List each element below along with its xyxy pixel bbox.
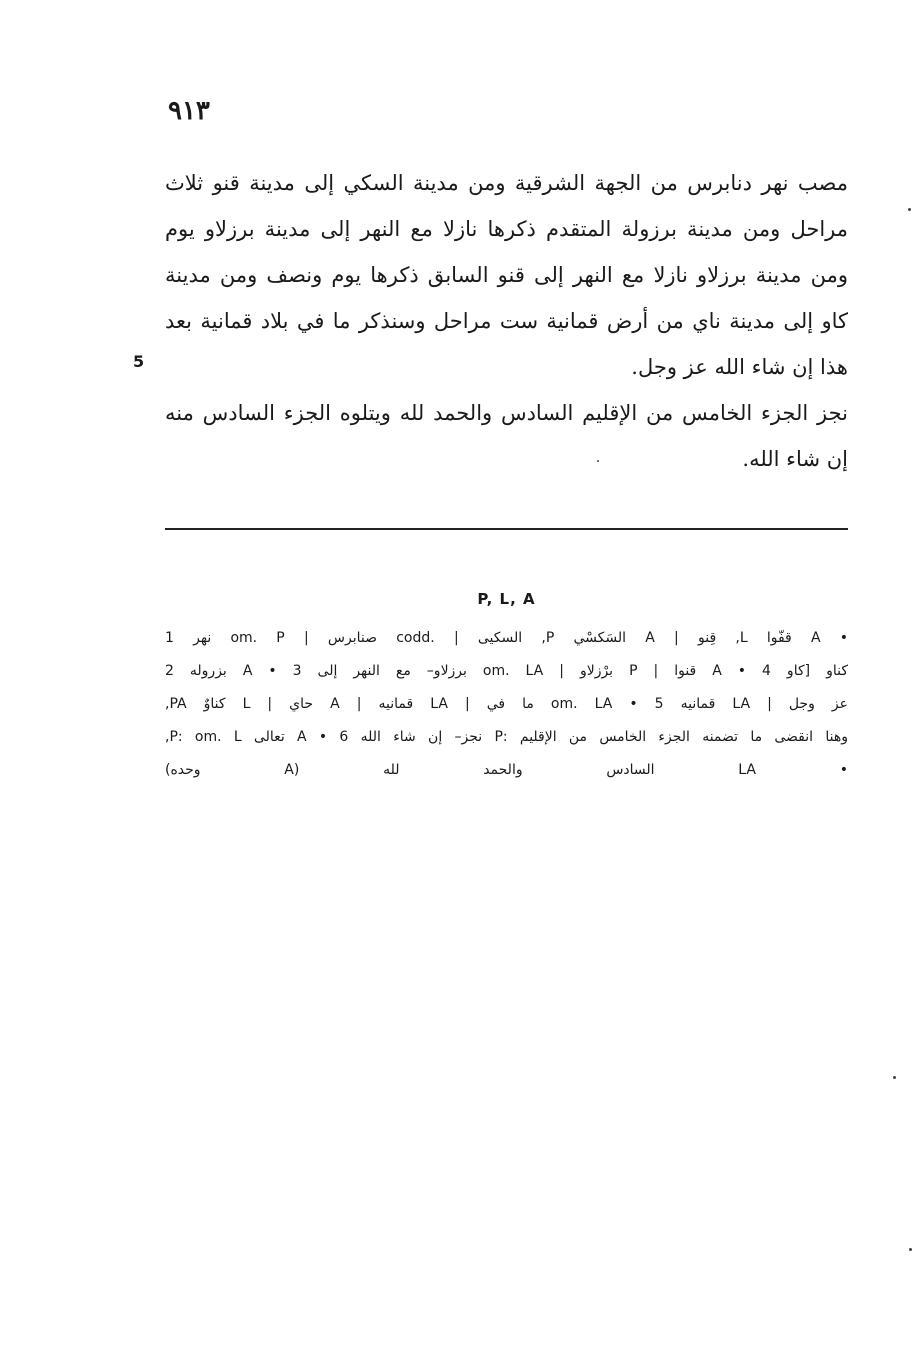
critical-apparatus	[165, 622, 848, 787]
scan-speck	[909, 1248, 912, 1251]
scan-speck	[908, 208, 911, 211]
main-paragraph-1: مصب نهر دنابرس من الجهة الشرقية ومن مدينة السكي إلى مدينة قنو ثلاث مراحل ومن مدينة برزولة المتقدم ذكرها نازلا مع النهر إلى مدينة برزلاو يوم ومن مدينة برزلاو نازلا مع النهر إلى قنو السابق ذكرها يوم ونصف ومن مدينة كاو إلى مدينة ناي من أرض قمانية ست مراحل وسنذكر ما في بلاد قمانية بعد هذا إن شاء الله عز وجل.	[165, 171, 848, 379]
main-text	[165, 160, 848, 482]
apparatus-sigla: P, L, A	[477, 590, 536, 608]
scan-speck	[893, 1076, 896, 1079]
scan-speck	[597, 460, 599, 462]
line-number-marker: 5	[133, 352, 145, 371]
apparatus-line-1: • A قفّوا L, قِنو | A السَكسْي P, السكيى | .codd صنابرس | om. P نهر 1	[165, 630, 848, 646]
apparatus-line-3: عز وجل | LA قمانيه 5 • om. LA ما في | LA قمانيه | A حاي | L كناوٌ PA,	[165, 696, 848, 712]
apparatus-line-2: كناو [كاو 4 • A قنوا | P برْزلاو | om. LA برزلاو– مع النهر إلى 3 • A بزروله 2	[165, 663, 848, 679]
page-number: ٩١٣	[168, 96, 210, 126]
apparatus-line-4: وهنا انقضى ما تضمنه الجزء الخامس من الإقليم :P نجز– إن شاء الله 6 • A تعالى P: om. L,	[165, 729, 848, 745]
main-paragraph-2: نجز الجزء الخامس من الإقليم السادس والحمد لله ويتلوه الجزء السادس منه إن شاء الله.	[165, 401, 848, 471]
apparatus-line-5: • LA السادس والحمد لله (A وحده)	[165, 762, 848, 778]
footnote-divider	[165, 528, 848, 530]
